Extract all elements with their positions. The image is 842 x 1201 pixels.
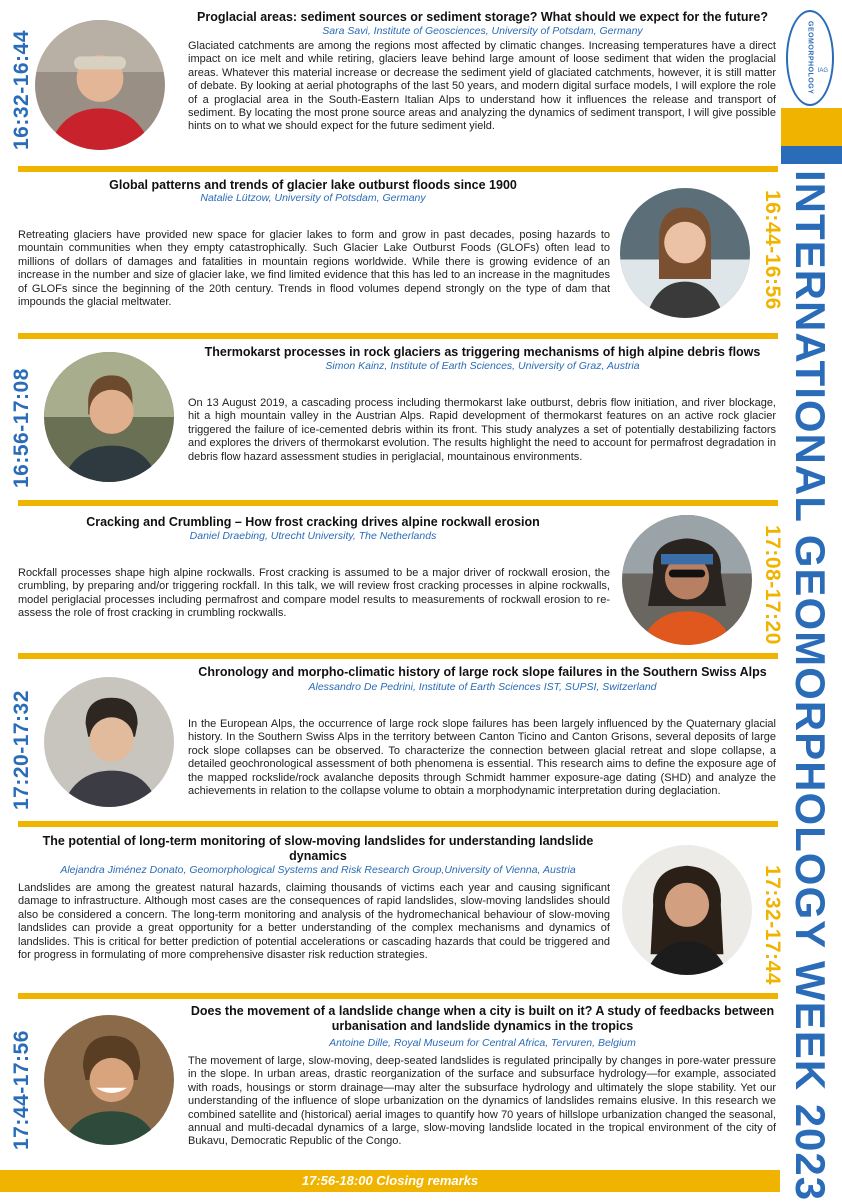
talk-title: Does the movement of a landslide change when a city is built on it? A study of feedbacks between urbanisation and landslide dynamics in the tropics <box>190 1004 775 1033</box>
talk-abstract: Retreating glaciers have provided new space for glacier lakes to form and grow in past decades, posing hazards to mountain communities when they empty catastrophically. Such Glacier Lake Outburst Foods (GLOFs) often lead to millions of dollars of damages and fatalities in mountain regions worldwide. While there is growing evidence of an increase in the number and size of glacier lake, we find limited evidence that this has led to an increase in the magnitudes of GLOFs since the beginning of the 20th century. Trends in flood volumes depend strongly on the type of dam that impounds the glacial meltwater. <box>18 229 610 309</box>
logo-text: GEOMORPHOLOGY <box>806 21 814 95</box>
banner-blue-band <box>781 146 842 164</box>
talk-author: Simon Kainz, Institute of Earth Sciences, University of Graz, Austria <box>325 360 640 372</box>
talk-time: 17:08-17:20 <box>761 525 784 645</box>
talk-author: Sara Savi, Institute of Geosciences, University of Potsdam, Germany <box>322 25 643 37</box>
speaker-photo <box>620 188 750 318</box>
talk-abstract: The movement of large, slow-moving, deep-seated landslides is regulated principally by changes in pore-water pressure in the slope. In urban areas, drastic reorganization of the surface and subsurface hydrology—for example, associated with roads, housings or storm drainage—may alter the subsurface hydrology and ultimately the slope stability. Yet our understanding of the influence of slope urbanization on the dynamics of landslides remains elusive. In this research we combined satellite and (historical) aerial images to quantify how 70 years of hillslope urbanization changed the seasonal, annual and multi-decadal dynamics of a large, slow-moving landslide located in the tropical environment of the city of Bukavu, Democratic Republic of the Congo. <box>188 1055 776 1148</box>
section-divider <box>18 333 778 339</box>
talk-author: Natalie Lützow, University of Potsdam, Germany <box>200 192 426 204</box>
talk-time: 17:44-17:56 <box>10 1030 33 1150</box>
talk-author: Antoine Dille, Royal Museum for Central Africa, Tervuren, Belgium <box>329 1037 636 1049</box>
banner-yellow-band <box>781 108 842 146</box>
talk-abstract: On 13 August 2019, a cascading process including thermokarst lake outburst, debris flow initiation, and river blockage, hit a high mountain valley in the Austrian Alps. Rapid development of thermokarst features on an active rock glacier triggered the failure of ice-cemented debris within its front. This study analyzes a set of potentially destabilizing factors and explores the drivers of thermokarst evolution. The results highlight the need to account for permafrost degradation in debris flow hazard assessment studies in periglacial, mountainous environments. <box>188 397 776 463</box>
talk-time: 16:32-16:44 <box>10 30 33 150</box>
talk-abstract: Glaciated catchments are among the regions most affected by climatic changes. Increasing temperatures have a direct impact on ice melt and while retiring, glaciers leave behind large amount of loose sediment that widen the proglacial areas. Whatever this material increase or decrease the sediment yield of glaciated catchments, however, it is still matter of debate. By looking at aerial photographs of the last 50 years, and modern digital surface models, I will explore the role of a proglacial area in the South-Eastern Italian Alps to understand how it influences the release and transport of sediment. By locating the most prone source areas and analyzing the dynamics of sediment transport, I will give possible hints on to what we should expect for the future sediment yield. <box>188 40 776 133</box>
talk-abstract: Landslides are among the greatest natural hazards, claiming thousands of victims each year and causing significant damage to infrastructure. Although most cases are the consequences of rapid landslides, slow-moving landslides should also be considered a concern. The long-term monitoring and analysis of the hydromechanical behaviour of slow-moving landslides can provide a great opportunity for a better understanding of the complex mechanisms and dynamics of landslides. This is critical for better prediction of potential accelerations or cascading hazards that could be triggered and for progress in formulating of more comprehensive disaster risk reduction strategies. <box>18 882 610 962</box>
talk-title: Proglacial areas: sediment sources or sediment storage? What should we expect for the future? <box>197 10 768 24</box>
speaker-photo <box>622 845 752 975</box>
speaker-photo <box>35 20 165 150</box>
iag-logo <box>786 10 834 106</box>
talk-time: 17:20-17:32 <box>10 690 33 810</box>
section-divider <box>18 993 778 999</box>
closing-remarks: 17:56-18:00 Closing remarks <box>0 1170 780 1192</box>
speaker-photo <box>44 1015 174 1145</box>
talk-title: Chronology and morpho-climatic history of large rock slope failures in the Southern Swiss Alps <box>198 665 767 679</box>
speaker-photo <box>622 515 752 645</box>
talk-title: Global patterns and trends of glacier lake outburst floods since 1900 <box>109 178 517 192</box>
talk-time: 17:32-17:44 <box>761 865 784 985</box>
talk-time: 16:44-16:56 <box>761 190 784 310</box>
talk-abstract: In the European Alps, the occurrence of large rock slope failures has been largely influenced by the Quaternary glacial history. In the Southern Swiss Alps in the territory between Canton Ticino and Canton Grisons, several deposits of large rock slope collapses can be observed. To characterize the connection between glacial retreat and slope collapse, a detailed geochronological assessment of both phenomena is essential. This research aims to define the exposure age of the mapped rockslide/rock avalanche deposits through Schmidt hammer exposure-age dating (SHD) and analyze the achievements in relation to the collapse volume to obtain a morphodynamic interpretation during deglaciation. <box>188 718 776 798</box>
talk-title: Thermokarst processes in rock glaciers as triggering mechanisms of high alpine debris flows <box>204 345 761 359</box>
talk-author: Alessandro De Pedrini, Institute of Earth Sciences IST, SUPSI, Switzerland <box>308 681 657 693</box>
section-divider <box>18 500 778 506</box>
talk-author: Daniel Draebing, Utrecht University, The Netherlands <box>189 530 437 542</box>
talk-abstract: Rockfall processes shape high alpine rockwalls. Frost cracking is assumed to be a major driver of rockwall erosion, the crumbling, by preparing and/or triggering rockfall. In this talk, we will review frost cracking processes in alpine rockwalls, model periglacial processes including permafrost and compare model results to measurements of rockwall erosion to re-assess the role of frost cracking in crumbling rockwalls. <box>18 567 610 620</box>
talk-title: The potential of long-term monitoring of slow-moving landslides for understanding landslide dynamics <box>42 834 594 863</box>
section-divider <box>18 653 778 659</box>
talk-title: Cracking and Crumbling – How frost cracking drives alpine rockwall erosion <box>86 515 540 529</box>
event-title: INTERNATIONAL GEOMORPHOLOGY WEEK 2023 <box>787 170 834 1201</box>
speaker-photo <box>44 677 174 807</box>
section-divider <box>18 821 778 827</box>
speaker-photo <box>44 352 174 482</box>
talk-author: Alejandra Jiménez Donato, Geomorphological Systems and Risk Research Group,University of Vienna, Austria <box>60 864 576 876</box>
talk-time: 16:56-17:08 <box>10 368 33 488</box>
section-divider <box>18 166 778 172</box>
logo-small-text: IAG <box>817 68 828 74</box>
